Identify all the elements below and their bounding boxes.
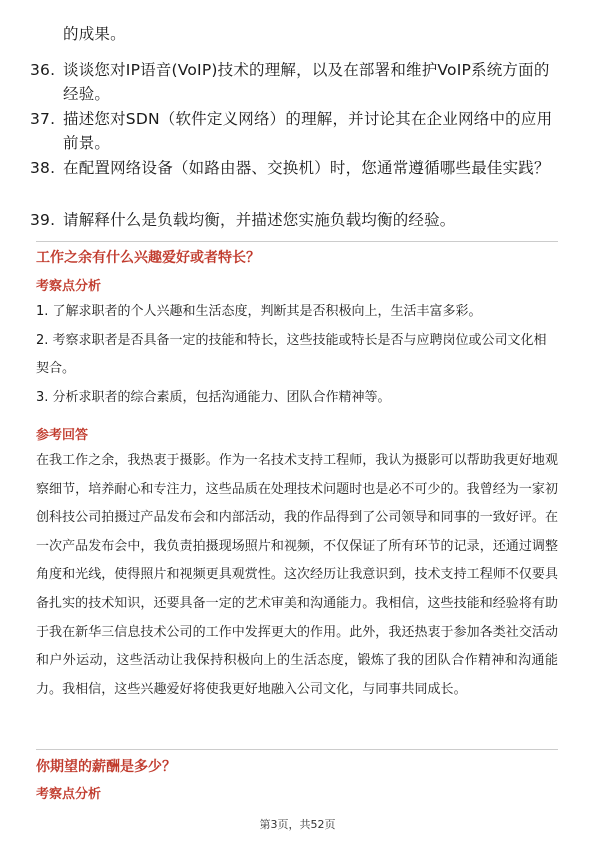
question-text: 在配置网络设备（如路由器、交换机）时，您通常遵循哪些最佳实践？ xyxy=(63,159,550,177)
section-title: 工作之余有什么兴趣爱好或者特长？ xyxy=(36,250,260,266)
question-number: 37. xyxy=(30,110,56,128)
answer-paragraph: 在我工作之余，我热衷于摄影。作为一名技术支持工程师，我认为摄影可以帮助我更好地观察细节，培养耐心和专注力，这些品质在处理技术问题时也是必不可少的。我曾经为一家初创科技公司拍摄过产品发布会和内部活动，我的作品得到了公司领导和同事的一致好评。在一次产品发布会中，我负责拍摄现场照片和视频，不仅保证了所有环节的记录，还通过调整角度和光线，使得照片和视频更具观赏性。这次经历让我意识到，技术支持工程师不仅要具备扎实的技术知识，还要具备一定的艺术审美和沟通能力。我相信，这些技能和经验将有助于我在新华三信息技术公司的工作中发挥更大的作用。此外，我还热衷于参加各类社交活动和户外运动，这些活动让我保持积极向上的生活态度，锻炼了我的团队合作精神和沟通能力。我相信，这些兴趣爱好将使我更好地融入公司文化，与同事共同成长。 xyxy=(36,453,559,697)
answer-heading: 参考回答 xyxy=(36,428,89,443)
analysis-item: 2. 考察求职者是否具备一定的技能和特长，这些技能或特长是否与应聘岗位或公司文化相契合。 xyxy=(36,332,547,377)
analysis-item: 3. 分析求职者的综合素质，包括沟通能力、团队合作精神等。 xyxy=(36,389,391,405)
question-text: 描述您对SDN（软件定义网络）的理解，并讨论其在企业网络中的应用前景。 xyxy=(63,110,553,152)
page-footer: 第3页，共52页 xyxy=(259,818,336,831)
continuation-text: 的成果。 xyxy=(63,25,126,43)
section-divider xyxy=(36,749,558,750)
question-number: 39. xyxy=(30,211,56,229)
analysis-heading: 考察点分析 xyxy=(36,279,102,294)
section-divider xyxy=(36,241,558,242)
question-number: 36. xyxy=(30,61,56,79)
question-number: 38. xyxy=(30,159,56,177)
analysis-list xyxy=(36,298,558,412)
question-text: 请解释什么是负载均衡，并描述您实施负载均衡的经验。 xyxy=(63,211,456,229)
analysis-item: 1. 了解求职者的个人兴趣和生活态度，判断其是否积极向上，生活丰富多彩。 xyxy=(36,304,482,319)
section-title: 你期望的薪酬是多少？ xyxy=(36,759,176,775)
question-text: 谈谈您对IP语音(VoIP)技术的理解，以及在部署和维护VoIP系统方面的经验。 xyxy=(63,61,550,103)
analysis-heading: 考察点分析 xyxy=(36,787,102,802)
